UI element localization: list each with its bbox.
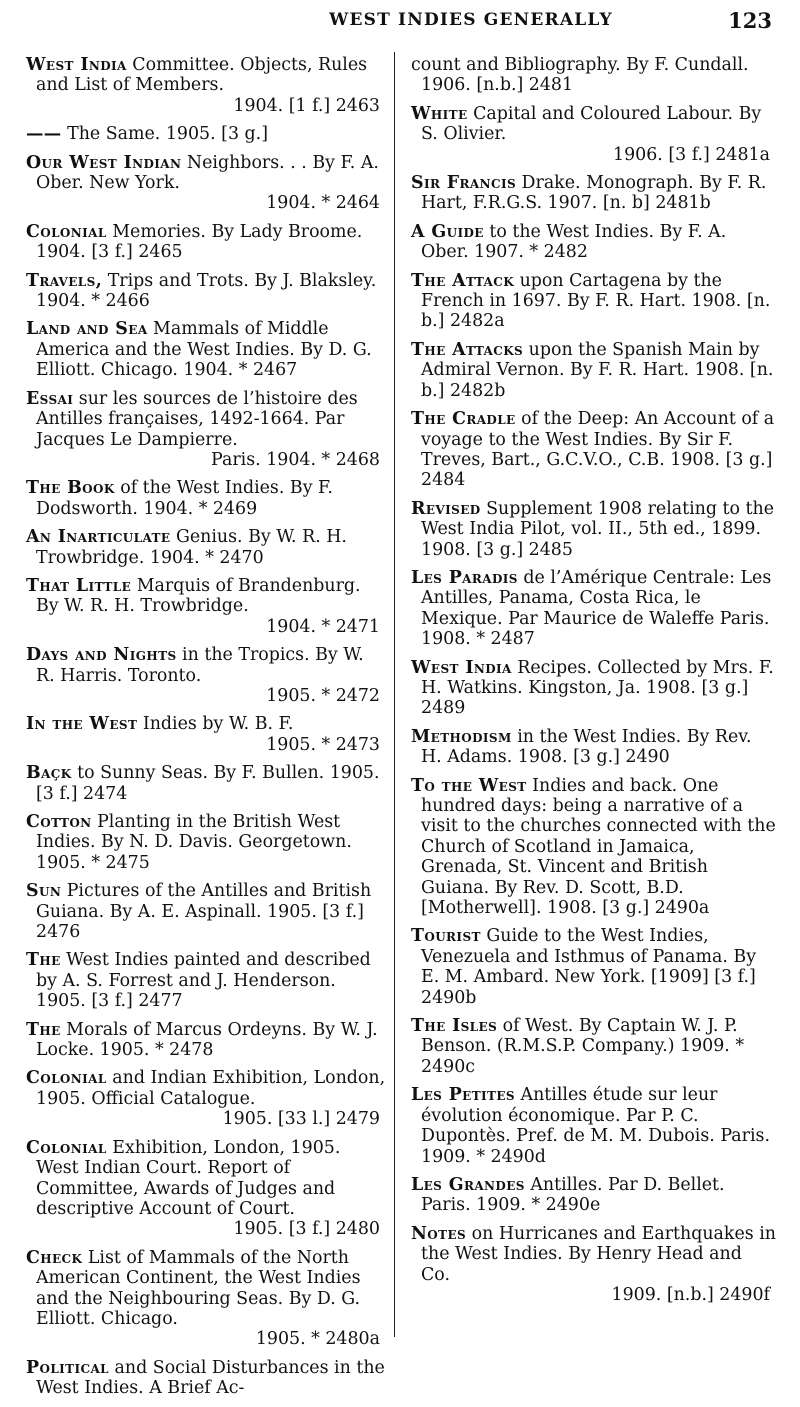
bibliography-entry (411, 499, 776, 560)
bibliography-entry (26, 881, 386, 942)
entry-imprint: 1905. [33 l.] 2479 (222, 1109, 380, 1130)
page-number: 123 (728, 8, 772, 33)
bibliography-entry (26, 1068, 386, 1129)
entry-text: Genius. By W. R. H. Trowbridge. 1904. * 2470 (36, 527, 347, 568)
entry-imprint: Paris. 1904. * 2468 (211, 449, 380, 470)
bibliography-entry (26, 478, 386, 519)
bibliography-entry (411, 104, 776, 165)
bibliography-entry (26, 1020, 386, 1061)
entry-lead: Sun (26, 881, 62, 902)
entry-imprint: 1905. * 2473 (266, 734, 380, 755)
bibliography-entry (411, 340, 776, 401)
bibliography-entry (26, 950, 386, 1011)
entry-text: Exhibition, London, 1905. West Indian Court. Report of Committee, Awards of Judges and descriptive Account of Court. (36, 1137, 341, 1219)
entry-text: Pictures of the Antilles and British Guiana. By A. E. Aspinall. 1905. [3 f.] 2476 (36, 881, 372, 943)
bibliography-entry (26, 1138, 386, 1240)
entry-lead: An Inarticulate (26, 527, 171, 548)
entry-text: Indies and back. One hundred days: being a narrative of a visit to the churches connected with the Church of Scotland in Jamaica, Grenada, St. Vincent and British Guiana. By Rev. D. Scott, B.D. [Motherwell]. 1908. [3 g.] 2490a (421, 775, 776, 919)
entry-lead: The Cradle (411, 409, 516, 430)
entry-text: Marquis of Brandenburg. By W. R. H. Trowbridge. (36, 575, 361, 617)
entry-lead: West India (411, 657, 512, 678)
entry-text: Recipes. Collected by Mrs. F. H. Watkins. Kingston, Ja. 1908. [3 g.] 2489 (421, 657, 774, 719)
entry-lead: That Little (26, 575, 132, 596)
bibliography-entry (26, 389, 386, 471)
bibliography-entry (26, 55, 386, 116)
entry-lead: Les Grandes (411, 1174, 525, 1195)
entry-lead: Baçk (26, 763, 72, 784)
entry-text: sur les sources de l’histoire des Antilles françaises, 1492-1664. Par Jacques Le Dampierre. (36, 388, 358, 450)
entry-text: and Indian Exhibition, London, 1905. Official Catalogue. (36, 1068, 386, 1109)
entry-lead: Political (26, 1357, 110, 1378)
entry-text: to Sunny Seas. By F. Bullen. 1905. [3 f.] 2474 (36, 763, 380, 804)
bibliography-entry (26, 812, 386, 873)
entry-text: of West. By Captain W. J. P. Benson. (R.M.S.P. Company.) 1909. * 2490c (421, 1016, 745, 1077)
entry-lead: The (26, 1019, 61, 1040)
bibliography-entry (26, 763, 386, 804)
entry-lead: The Attack (411, 270, 515, 291)
entry-text: in the West Indies. By Rev. H. Adams. 1908. [3 g.] 2490 (421, 726, 752, 768)
bibliography-entry (411, 409, 776, 491)
entry-text: upon Cartagena by the French in 1697. By F. R. Hart. 1908. [n. b.] 2482a (421, 270, 771, 332)
entry-text: Committee. Objects, Rules and List of Members. (36, 55, 368, 96)
bibliography-entry (26, 271, 386, 312)
right-column (411, 55, 776, 1313)
entry-imprint: 1905. * 2472 (266, 685, 380, 706)
entry-text: Guide to the West Indies, Venezuela and Isthmus of Panama. By E. M. Ambard. New York. [1909] [3 f.] 2490b (421, 926, 757, 1008)
entry-imprint: 1905. [3 f.] 2480 (233, 1219, 380, 1240)
entry-text: Trips and Trots. By J. Blaksley. 1904. * 2466 (36, 270, 377, 312)
entry-lead: Colonial (26, 1068, 107, 1089)
entry-text: List of Mammals of the North American Continent, the West Indies and the Neighbouring Seas. By D. G. Elliott. Chicago. (36, 1247, 361, 1329)
entry-imprint: 1906. [3 f.] 2481a (613, 144, 770, 165)
entry-lead: West India (26, 55, 127, 75)
entry-text: Antilles étude sur leur évolution économique. Par P. C. Dupontès. Pref. de M. M. Dubois. Paris. 1909. * 2490d (421, 1085, 770, 1167)
entry-text: of the Deep: An Account of a voyage to the West Indies. By Sir F. Treves, Bart., G.C.V.O., C.B. 1908. [3 g.] 2484 (421, 409, 775, 491)
entry-text: Antilles. Par D. Bellet. Paris. 1909. * 2490e (421, 1174, 725, 1216)
entry-text: Neighbors. . . By F. A. Ober. New York. (36, 152, 379, 194)
bibliography-entry (411, 173, 776, 214)
entry-lead: Tourist (411, 926, 481, 947)
entry-text: Planting in the British West Indies. By N. D. Davis. Georgetown. 1905. * 2475 (36, 812, 352, 873)
bibliography-entry (26, 527, 386, 568)
entry-text: on Hurricanes and Earthquakes in the West Indies. By Henry Head and Co. (421, 1223, 776, 1285)
bibliography-entry (26, 319, 386, 380)
entry-text: upon the Spanish Main by Admiral Vernon. By F. R. Hart. 1908. [n. b.] 2482b (421, 339, 774, 401)
entry-lead: Essai (26, 388, 74, 409)
bibliography-entry (26, 124, 386, 144)
bibliography-entry (411, 1175, 776, 1216)
bibliography-entry (26, 645, 386, 706)
entry-lead: Colonial (26, 1137, 107, 1158)
bibliography-entry (411, 727, 776, 768)
entry-lead: Travels, (26, 270, 103, 291)
entry-lead: Check (26, 1247, 83, 1268)
column-divider (394, 52, 395, 1337)
entry-lead: In the West (26, 714, 138, 735)
entry-lead: The (26, 950, 61, 971)
entry-lead: White (411, 103, 468, 124)
bibliography-entry (411, 926, 776, 1008)
entry-lead: Land and Sea (26, 319, 148, 340)
entry-imprint: 1904. [1 f.] 2463 (233, 95, 380, 116)
bibliography-entry (26, 1358, 386, 1399)
entry-text: Morals of Marcus Ordeyns. By W. J. Locke. 1905. * 2478 (36, 1019, 378, 1061)
entry-lead: Our West Indian (26, 152, 182, 173)
bibliography-entry (26, 576, 386, 637)
entry-text: Indies by W. B. F. (137, 714, 294, 735)
entry-lead: The Attacks (411, 339, 524, 360)
entry-lead: A Guide (411, 221, 484, 242)
entry-text: Mammals of Middle America and the West Indies. By D. G. Elliott. Chicago. 1904. * 2467 (36, 319, 372, 381)
entry-lead: Methodism (411, 726, 512, 747)
entry-lead: Sir Francis (411, 173, 517, 194)
entry-text: West Indies painted and described by A. S. Forrest and J. Henderson. 1905. [3 f.] 2477 (36, 950, 371, 1012)
entry-lead: Revised (411, 498, 481, 519)
entry-lead: The Book (26, 478, 115, 499)
bibliography-entry (26, 153, 386, 214)
bibliography-entry (411, 222, 776, 263)
page-header (230, 10, 772, 50)
entry-text: and Social Disturbances in the West Indies. A Brief Ac- (36, 1357, 385, 1399)
entry-text: in the Tropics. By W. R. Harris. Toronto. (36, 645, 364, 686)
entry-text: Memories. By Lady Broome. 1904. [3 f.] 2465 (36, 221, 363, 263)
entry-text: Drake. Monograph. By F. R. Hart, F.R.G.S. 1907. [n. b] 2481b (421, 173, 767, 214)
entry-text: de l’Amérique Centrale: Les Antilles, Panama, Costa Rica, le Mexique. Par Maurice de Waleffe Paris. 1908. * 2487 (421, 567, 772, 650)
entry-lead: —— (26, 124, 62, 145)
entry-text: to the West Indies. By F. A. Ober. 1907. * 2482 (421, 221, 727, 263)
entry-imprint: 1904. * 2464 (266, 193, 380, 214)
entry-lead: Colonial (26, 221, 107, 242)
entry-imprint: 1905. * 2480a (255, 1329, 380, 1350)
entry-imprint: 1904. * 2471 (266, 616, 380, 637)
entry-imprint: 1909. [n.b.] 2490f (611, 1284, 770, 1305)
entry-lead: To the West (411, 775, 527, 796)
entry-lead: Les Petites (411, 1085, 516, 1106)
bibliography-entry (26, 1248, 386, 1350)
left-column (26, 55, 386, 1407)
bibliography-entry (411, 658, 776, 719)
entry-text: Capital and Coloured Labour. By S. Olivier. (421, 103, 762, 145)
entry-lead: Days and Nights (26, 645, 177, 666)
entry-text: of the West Indies. By F. Dodsworth. 1904. * 2469 (36, 478, 333, 519)
entry-lead: Les Paradis (411, 567, 518, 588)
bibliography-entry (411, 1016, 776, 1077)
bibliography-entry (26, 714, 386, 755)
running-head: WEST INDIES GENERALLY (329, 10, 613, 30)
bibliography-entry (411, 271, 776, 332)
bibliography-entry (26, 222, 386, 263)
entry-text: The Same. 1905. [3 g.] (61, 124, 268, 145)
bibliography-entry (411, 1224, 776, 1306)
entry-text: count and Bibliography. By F. Cundall. 1906. [n.b.] 2481 (411, 55, 749, 96)
bibliography-entry (411, 568, 776, 650)
entry-text: Supplement 1908 relating to the West India Pilot, vol. II., 5th ed., 1899. 1908. [3 g.] 2485 (421, 498, 775, 560)
entry-lead: Notes (411, 1223, 467, 1244)
bibliography-entry (411, 55, 776, 96)
bibliography-entry (411, 1085, 776, 1167)
entry-lead: Cotton (26, 812, 92, 832)
entry-lead: The Isles (411, 1016, 498, 1037)
bibliography-entry (411, 776, 776, 919)
